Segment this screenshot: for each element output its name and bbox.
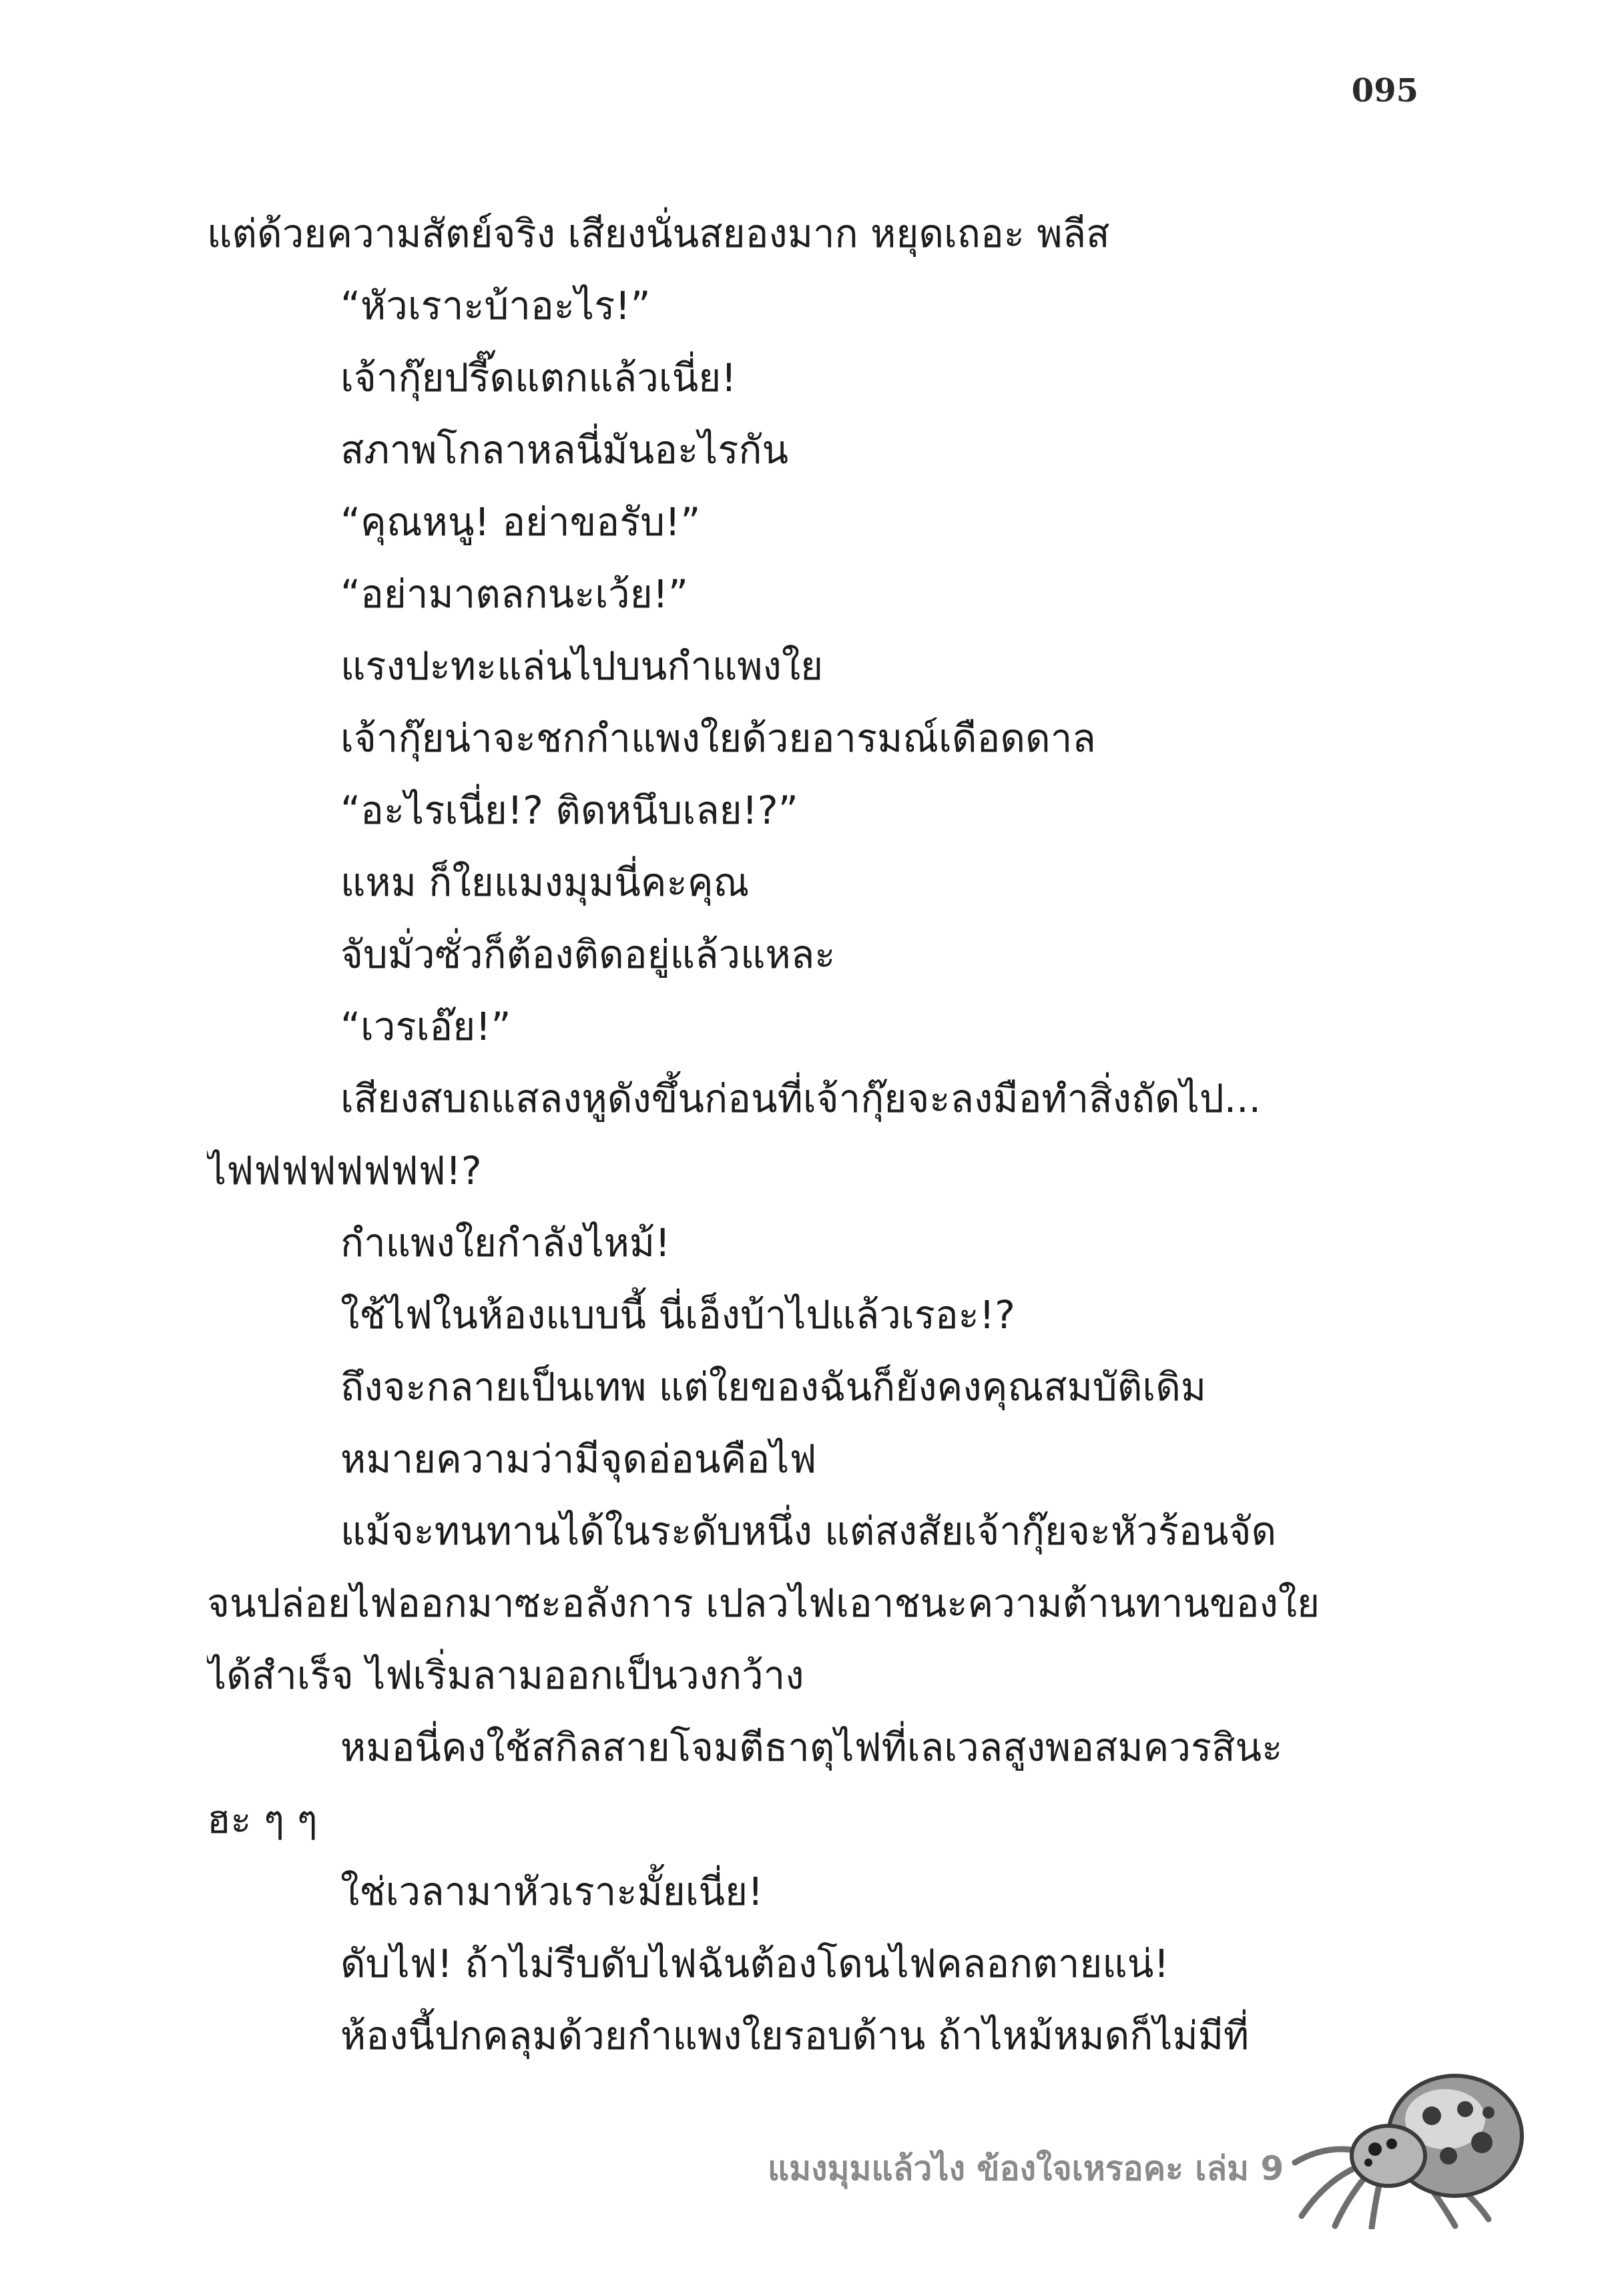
text-line: “คุณหนู! อย่าขอรับ!” [340,499,701,545]
text-line: “อะไรเนี่ย!? ติดหนึบเลย!?” [340,788,798,833]
text-line: “อย่ามาตลกนะเว้ย!” [340,571,689,617]
text-line: หมอนี่คงใช้สกิลสายโจมตีธาตุไฟที่เลเวลสูงพอสมควรสินะ [340,1725,1283,1770]
text-line: เจ้ากุ๊ยปรี๊ดแตกแล้วเนี่ย! [340,355,737,400]
text-line: ได้สำเร็จ ไฟเริ่มลามออกเป็นวงกว้าง [207,1653,804,1698]
text-line: แรงปะทะแล่นไปบนกำแพงใย [340,643,824,689]
text-line: จับมั่วซั่วก็ต้องติดอยู่แล้วแหละ [340,932,836,977]
text-line: ห้องนี้ปกคลุมด้วยกำแพงใยรอบด้าน ถ้าไหม้หมดก็ไม่มีที่ [340,2013,1250,2058]
text-line: เจ้ากุ๊ยน่าจะชกกำแพงใยด้วยอารมณ์เดือดดาล [340,715,1096,761]
text-line: ดับไฟ! ถ้าไม่รีบดับไฟฉันต้องโดนไฟคลอกตายแน่! [340,1941,1169,1986]
text-line: ไฟฟฟฟฟฟฟฟ!? [207,1148,482,1193]
footer-title: แมงมุมแล้วไง ข้องใจเหรอคะ เล่ม 9 [768,2149,1284,2188]
page-number: 095 [1351,72,1418,109]
text-line: เสียงสบถแสลงหูดังขึ้นก่อนที่เจ้ากุ๊ยจะลงมือทำสิ่งถัดไป... [340,1076,1262,1121]
body-text [207,198,1422,2072]
text-line: หมายความว่ามีจุดอ่อนคือไฟ [340,1436,817,1482]
text-line: ฮะ ๆ ๆ [207,1797,318,1842]
text-line: กำแพงใยกำลังไหม้! [340,1220,671,1265]
text-line: แหม ก็ใยแมงมุมนี่คะคุณ [340,860,750,905]
spider-mascot-icon [1288,2062,1529,2229]
text-line: แม้จะทนทานได้ในระดับหนึ่ง แต่สงสัยเจ้ากุ๊ยจะหัวร้อนจัด [340,1508,1277,1554]
text-line: “หัวเราะบ้าอะไร!” [340,283,651,328]
text-line: ใช้ไฟในห้องแบบนี้ นี่เอ็งบ้าไปแล้วเรอะ!? [340,1292,1015,1338]
text-line: ใช่เวลามาหัวเราะมั้ยเนี่ย! [340,1869,764,1914]
text-line: แต่ด้วยความสัตย์จริง เสียงนั่นสยองมาก หยุดเถอะ พลีส [207,211,1110,256]
text-line: ถึงจะกลายเป็นเทพ แต่ใยของฉันก็ยังคงคุณสมบัติเดิม [340,1364,1207,1410]
text-line: จนปล่อยไฟออกมาซะอลังการ เปลวไฟเอาชนะความต้านทานของใย [207,1581,1320,1626]
text-line: “เวรเอ๊ย!” [340,1004,511,1049]
text-line: สภาพโกลาหลนี่มันอะไรกัน [340,427,789,473]
